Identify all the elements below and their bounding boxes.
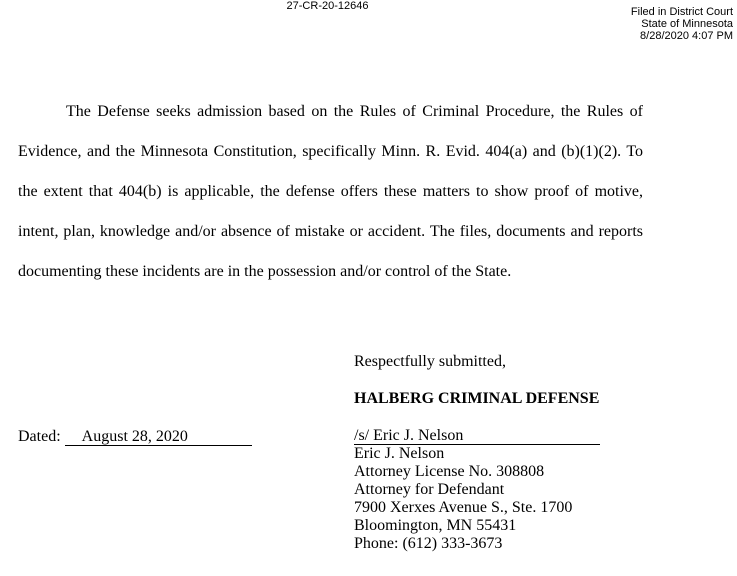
filing-stamp bbox=[631, 6, 733, 42]
body-paragraph: The Defense seeks admission based on the Rules of Criminal Procedure, the Rules of Evidence, and the Minnesota Constitution, specifically Minn. R. Evid. 404(a) and (b)(1)(2). To the extent that 404(b) is applicable, the defense offers these matters to show proof of motive, intent, plan, knowledge and/or absence of mistake or accident. The files, documents and reports documenting these incidents are in the possession and/or control of the State. bbox=[18, 103, 643, 280]
closing-salutation: Respectfully submitted, bbox=[354, 353, 506, 370]
filing-stamp-datetime: 8/28/2020 4:07 PM bbox=[640, 30, 733, 42]
filing-stamp-state: State of Minnesota bbox=[641, 18, 733, 30]
case-number: 27-CR-20-12646 bbox=[286, 0, 369, 12]
dated-value: August 28, 2020 bbox=[65, 428, 252, 446]
signature-block bbox=[354, 445, 572, 553]
phone-number: Phone: (612) 333-3673 bbox=[354, 535, 503, 552]
attorney-license: Attorney License No. 308808 bbox=[354, 463, 545, 480]
dated-label: Dated: bbox=[18, 428, 61, 445]
dated-line bbox=[18, 427, 252, 447]
electronic-signature: /s/ Eric J. Nelson bbox=[354, 427, 600, 445]
filing-stamp-court: Filed in District Court bbox=[630, 6, 733, 18]
address-line-2: Bloomington, MN 55431 bbox=[354, 517, 517, 534]
firm-name: HALBERG CRIMINAL DEFENSE bbox=[354, 390, 600, 407]
attorney-role: Attorney for Defendant bbox=[354, 481, 505, 498]
attorney-name: Eric J. Nelson bbox=[354, 445, 445, 462]
address-line-1: 7900 Xerxes Avenue S., Ste. 1700 bbox=[354, 499, 573, 516]
